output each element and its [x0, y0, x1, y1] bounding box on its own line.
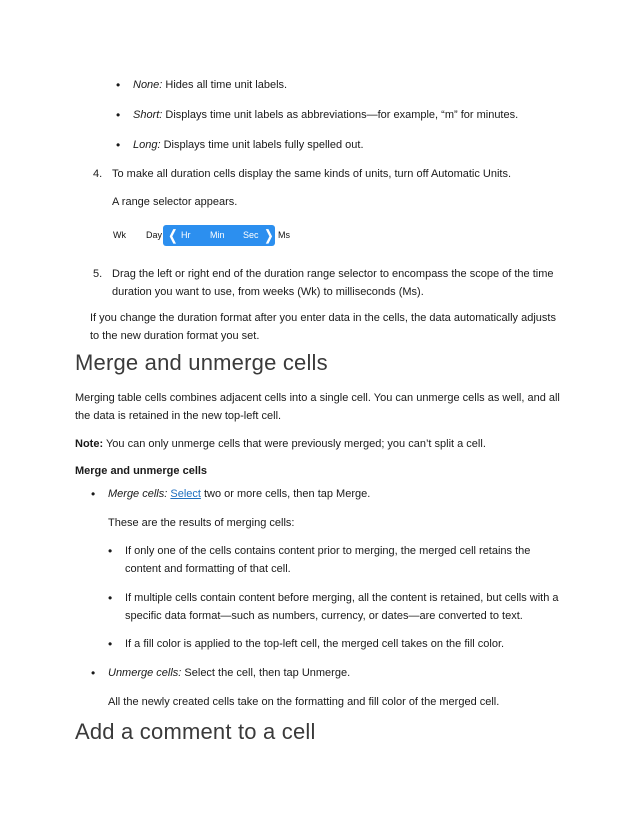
- note-paragraph: [75, 435, 486, 453]
- section-heading: Merge and unmerge cells: [75, 350, 328, 375]
- unit-label: Sec: [243, 230, 259, 240]
- unmerge-rest: Select the cell, then tap Unmerge.: [181, 667, 351, 679]
- left-handle-icon[interactable]: ❬: [167, 227, 179, 243]
- paragraph: These are the results of merging cells:: [108, 517, 295, 529]
- option-term: None:: [133, 79, 163, 91]
- bullet-icon: •: [116, 138, 121, 152]
- bullet-icon: •: [108, 544, 113, 558]
- unmerge-term: Unmerge cells:: [108, 667, 182, 679]
- unit-label: Ms: [278, 230, 290, 240]
- merge-rest: two or more cells, then tap Merge.: [200, 488, 371, 500]
- paragraph: Merging table cells combines adjacent cells into a single cell. You can unmerge cells as well, and all: [75, 392, 560, 404]
- section-heading: Add a comment to a cell: [75, 719, 316, 744]
- bullet-icon: •: [116, 108, 121, 122]
- option-short: [133, 106, 518, 124]
- bullet-icon: •: [108, 591, 113, 605]
- result-item: If a fill color is applied to the top-left cell, the merged cell takes on the fill color.: [125, 638, 505, 650]
- option-term: Short:: [133, 109, 163, 121]
- unit-label: Hr: [181, 230, 191, 240]
- paragraph: If you change the duration format after you enter data in the cells, the data automatically adjusts: [90, 312, 556, 324]
- result-item: content and formatting of that cell.: [125, 563, 291, 575]
- note-text: You can only unmerge cells that were previously merged; you can’t split a cell.: [103, 438, 486, 450]
- option-desc: Displays time unit labels as abbreviations—for example, “m” for minutes.: [162, 109, 519, 121]
- bullet-icon: •: [91, 666, 96, 680]
- unmerge-cells-item: [108, 664, 350, 682]
- option-term: Long:: [133, 139, 161, 151]
- option-none: [133, 76, 287, 94]
- step-text: duration you want to use, from weeks (Wk) to milliseconds (Ms).: [112, 286, 424, 298]
- range-selector-bar[interactable]: [163, 225, 275, 246]
- step-text: To make all duration cells display the same kinds of units, turn off Automatic Units.: [112, 168, 512, 180]
- bullet-icon: •: [116, 78, 121, 92]
- step-result: A range selector appears.: [112, 196, 238, 208]
- right-handle-icon[interactable]: ❭: [263, 227, 275, 243]
- result-item: specific data format—such as numbers, currency, or dates—are converted to text.: [125, 610, 523, 622]
- unit-label: Min: [210, 230, 225, 240]
- option-desc: Hides all time unit labels.: [162, 79, 288, 91]
- bullet-icon: •: [108, 637, 113, 651]
- bullet-icon: •: [91, 487, 96, 501]
- step-text: Drag the left or right end of the duration range selector to encompass the scope of the time: [112, 268, 554, 280]
- unit-label: Wk: [113, 230, 126, 240]
- merge-cells-item: [108, 485, 370, 503]
- paragraph: the data is retained in the new top-left cell.: [75, 410, 282, 422]
- merge-term: Merge cells:: [108, 488, 168, 500]
- unit-label: Day: [146, 230, 163, 240]
- result-item: If multiple cells contain content before merging, all the content is retained, but cells with a: [125, 592, 559, 604]
- select-link[interactable]: Select: [170, 488, 201, 500]
- option-long: [133, 136, 364, 154]
- note-label: Note:: [75, 438, 104, 450]
- subheading: Merge and unmerge cells: [75, 465, 208, 477]
- paragraph: All the newly created cells take on the formatting and fill color of the merged cell.: [108, 696, 500, 708]
- result-item: If only one of the cells contains content prior to merging, the merged cell retains the: [125, 545, 531, 557]
- step-number: 5.: [93, 268, 103, 280]
- paragraph: to the new duration format you set.: [90, 330, 260, 342]
- option-desc: Displays time unit labels fully spelled out.: [160, 139, 364, 151]
- step-number: 4.: [93, 168, 103, 180]
